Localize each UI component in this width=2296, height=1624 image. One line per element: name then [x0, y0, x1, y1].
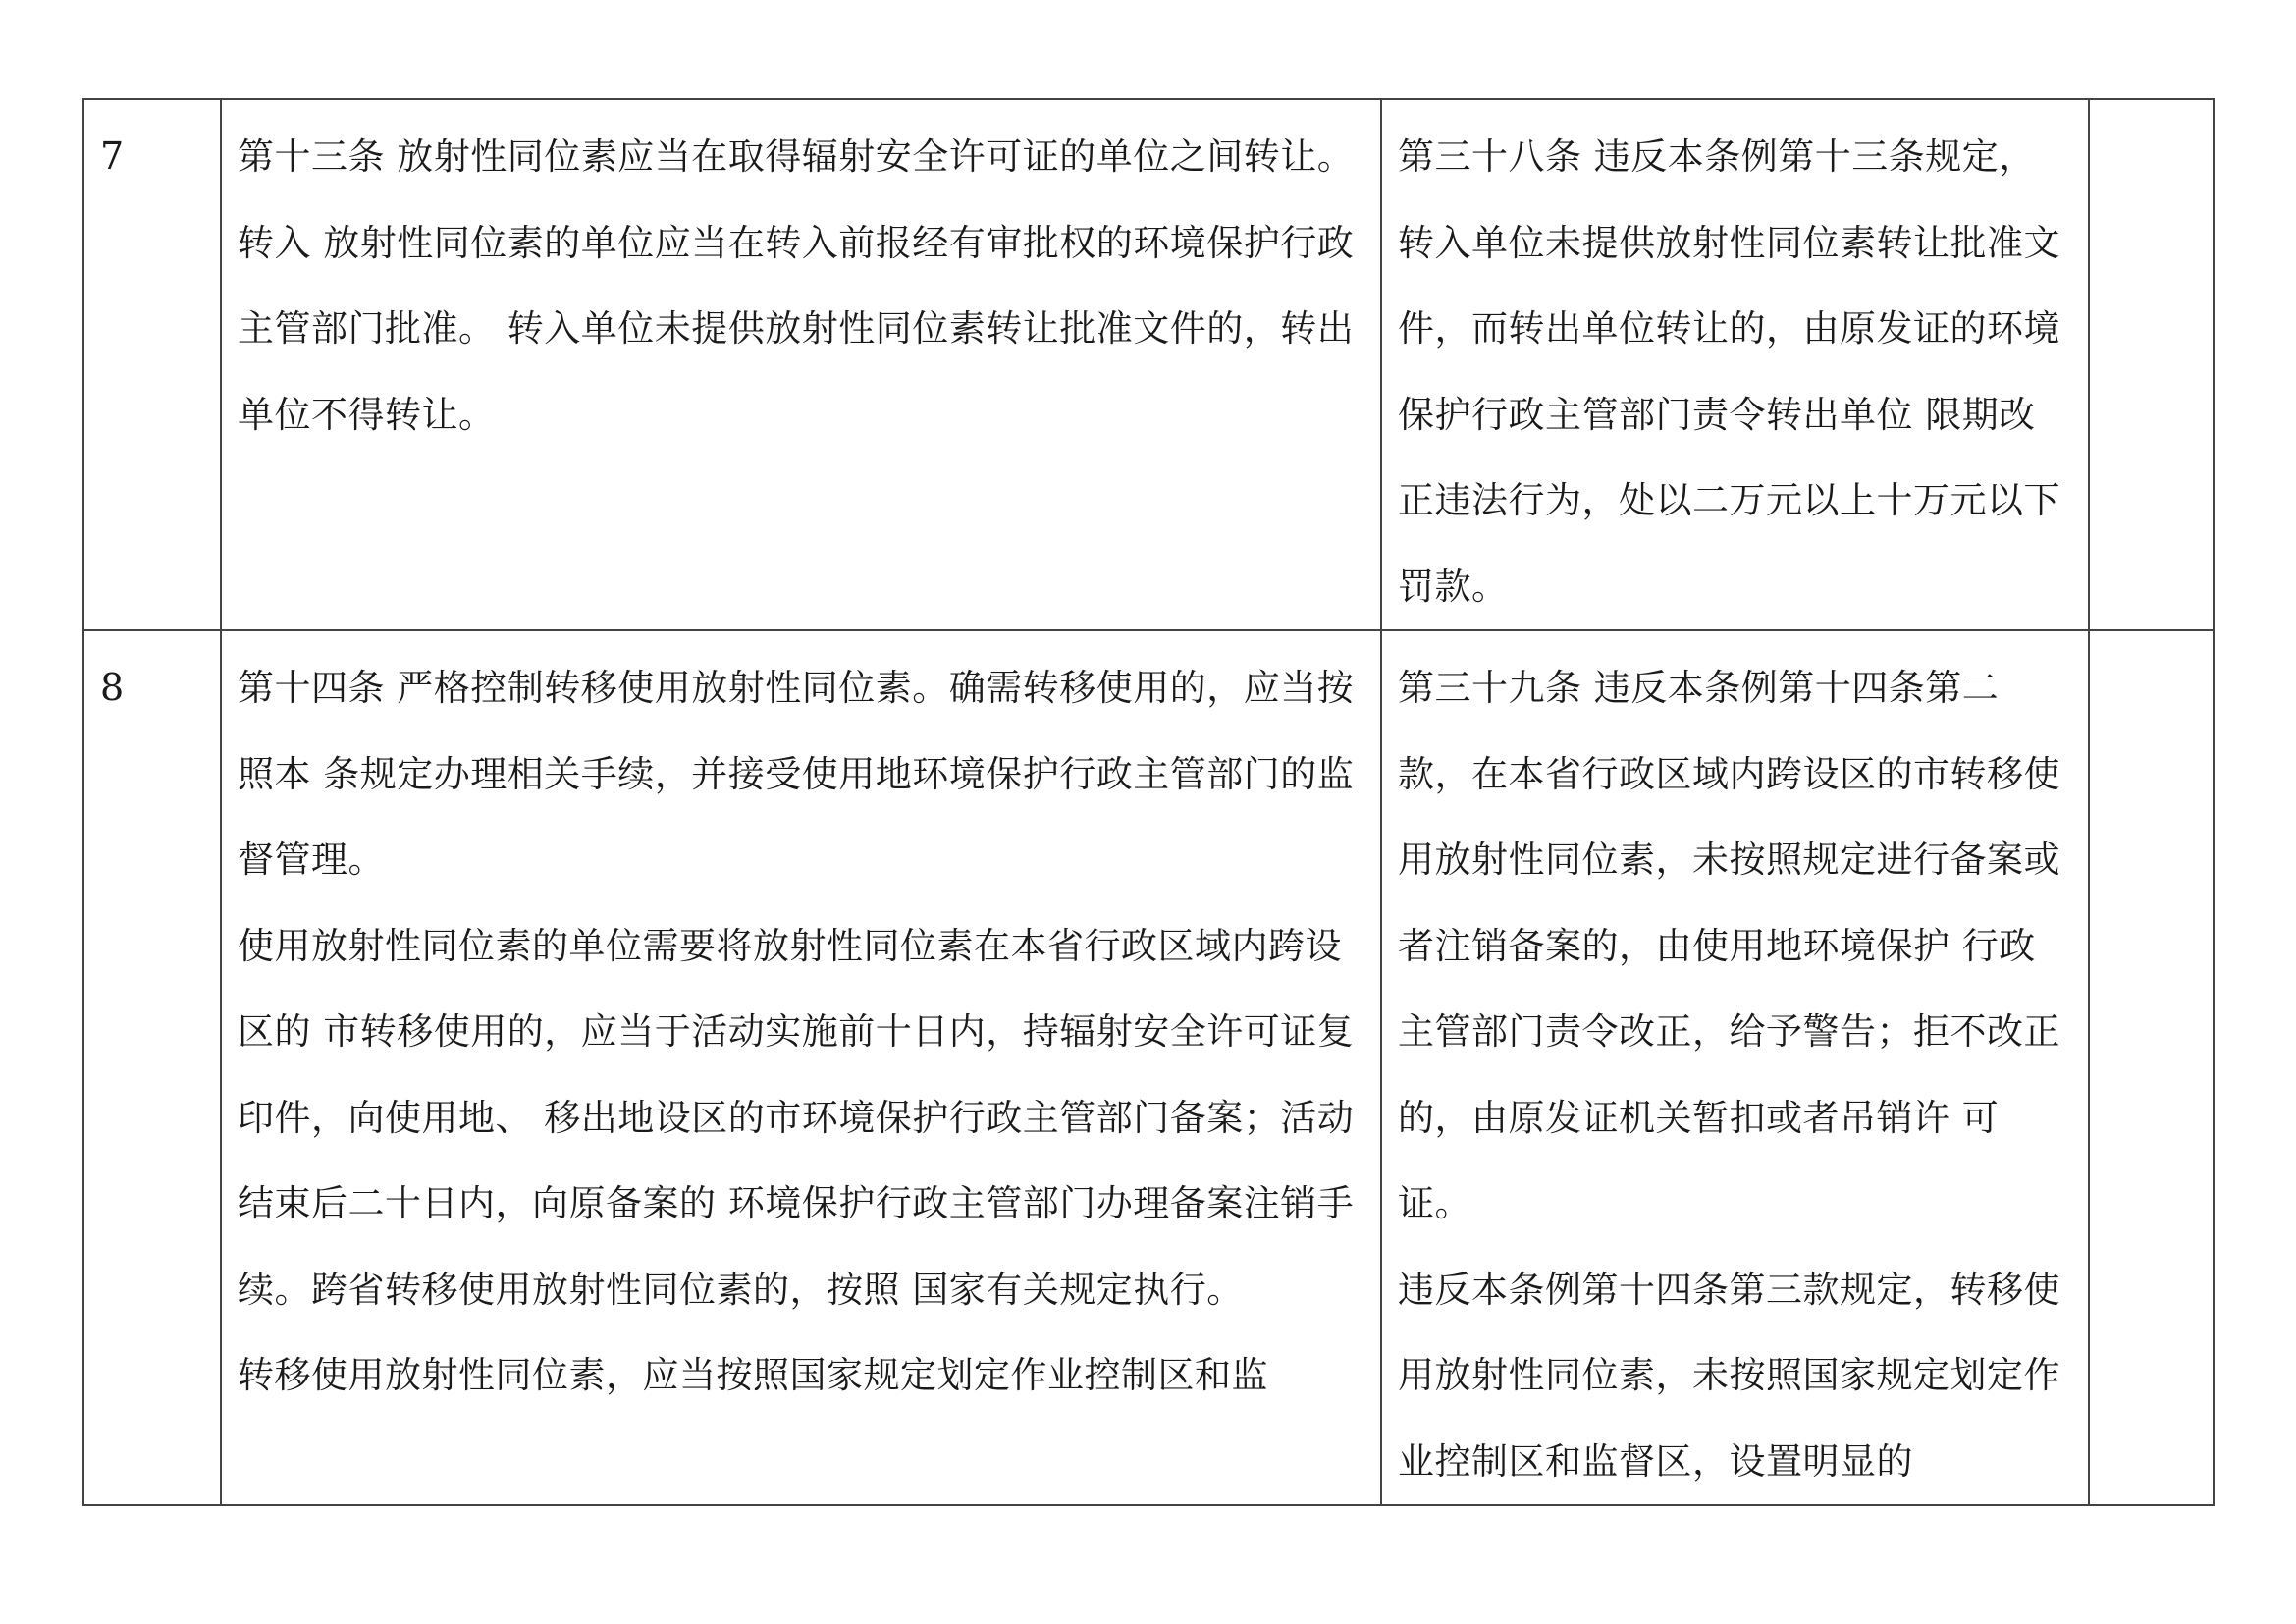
- article-paragraph: 使用放射性同位素的单位需要将放射性同位素在本省行政区域内跨设区的 市转移使用的，应当于活动实施前十日内，持辐射安全许可证复印件，向使用地、 移出地设区的市环境保护行政主管部门备案；活动结束后二十日内，向原备案的 环境保护行政主管部门办理备案注销手续。跨省转移使用放射性同位素的，按照 国家有关规定执行。: [238, 924, 1355, 1311]
- article-text-cell: [221, 99, 1381, 630]
- penalty-paragraph: 违反本条例第十四条第三款规定，转移使用放射性同位素，未按照国家规定划定作业控制区和监督区，设置明显的: [1398, 1268, 2060, 1483]
- penalty-paragraph: 第三十八条 违反本条例第十三条规定，转入单位未提供放射性同位素转让批准文件，而转出单位转让的，由原发证的环境保护行政主管部门责令转出单位 限期改正违法行为，处以二万元以上十万元以下罚款。: [1398, 135, 2060, 608]
- note-cell: [2089, 630, 2214, 1505]
- table-row: [83, 630, 2214, 1505]
- penalty-text-cell: [1381, 630, 2089, 1505]
- article-paragraph: 第十三条 放射性同位素应当在取得辐射安全许可证的单位之间转让。转入 放射性同位素的单位应当在转入前报经有审批权的环境保护行政主管部门批准。 转入单位未提供放射性同位素转让批准文件的，转出单位不得转让。: [238, 135, 1355, 436]
- row-number: 8: [83, 630, 221, 1505]
- note-cell: [2089, 99, 2214, 630]
- article-text-cell: [221, 630, 1381, 1505]
- table-row: [83, 99, 2214, 630]
- penalty-text-cell: [1381, 99, 2089, 630]
- article-paragraph: 第十四条 严格控制转移使用放射性同位素。确需转移使用的，应当按照本 条规定办理相关手续，并接受使用地环境保护行政主管部门的监督管理。: [238, 667, 1355, 881]
- regulation-table: [82, 98, 2215, 1506]
- row-number: 7: [83, 99, 221, 630]
- article-paragraph: 转移使用放射性同位素，应当按照国家规定划定作业控制区和监: [238, 1354, 1268, 1396]
- penalty-paragraph: 第三十九条 违反本条例第十四条第二款，在本省行政区域内跨设区的市转移使用放射性同位素，未按照规定进行备案或者注销备案的，由使用地环境保护 行政主管部门责令改正，给予警告；拒不改正的，由原发证机关暂扣或者吊销许 可证。: [1398, 667, 2060, 1224]
